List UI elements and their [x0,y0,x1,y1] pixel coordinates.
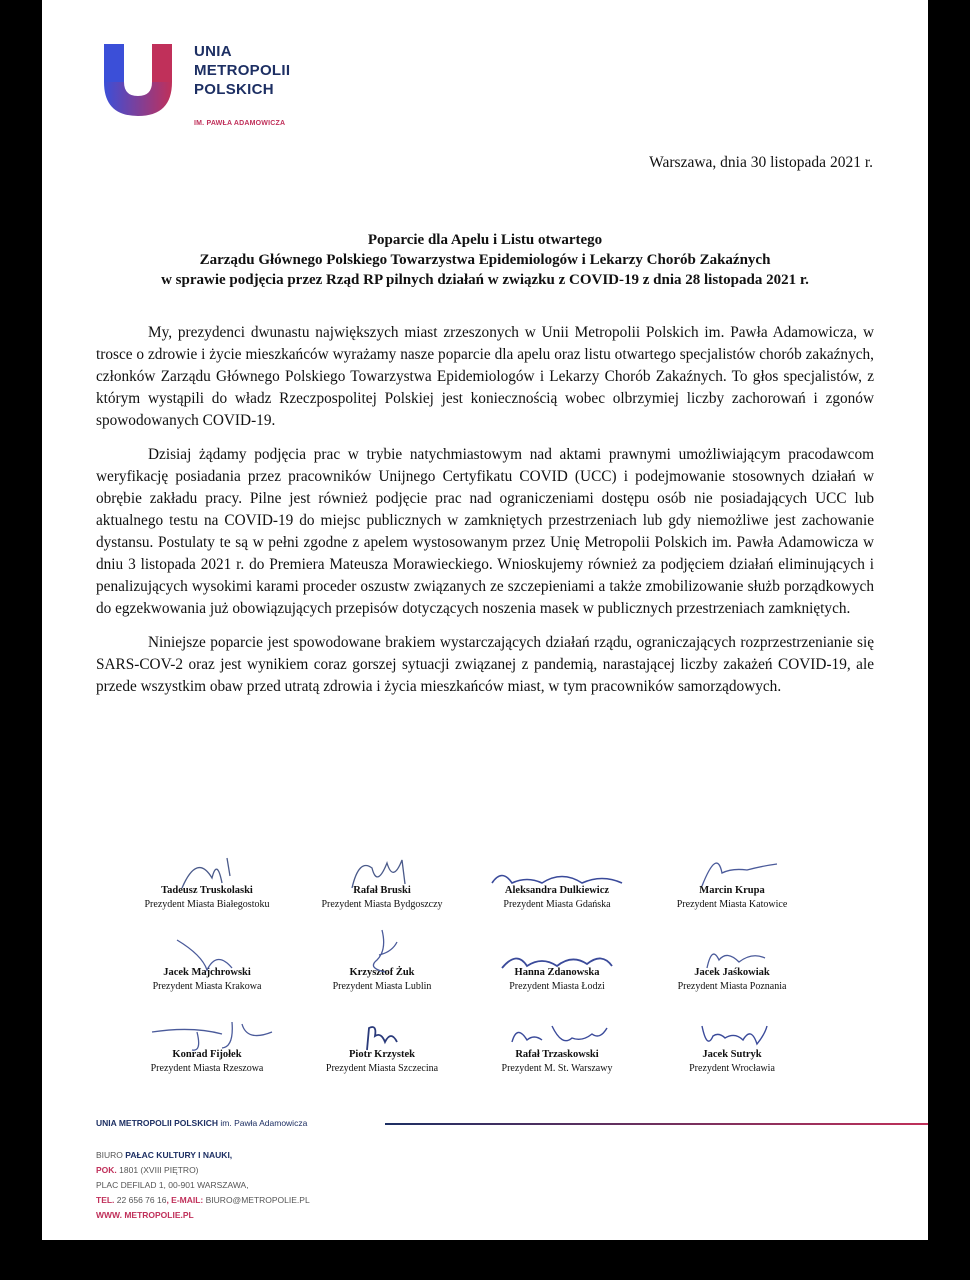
signatory-name: Krzysztof Żuk [349,967,415,978]
signature-icon [122,848,292,894]
signatory-role: Prezydent Miasta Katowice [676,899,788,910]
logo [100,42,330,132]
signatory-name: Jacek Sutryk [702,1049,762,1060]
signatory-name: Aleksandra Dulkiewicz [504,885,610,896]
signature-block [472,966,642,994]
logo-text [194,42,290,99]
signature-block [122,966,292,994]
footer-email-link[interactable]: BIURO@METROPOLIE.PL [205,1195,310,1205]
signatures-block [142,840,822,1090]
signature-block [122,884,292,912]
paragraph-2: Dzisiaj żądamy podjęcia prac w trybie natychmiastowym nad aktami prawnymi umożliwiającym pracodawcom weryfikację posiadania przez pracowników Unijnego Certyfikatu COVID (UCC) i podejmowanie stosownych działań w obrębie zakładu pracy. Pilne jest również podjęcie prac nad ograniczeniami dostępu osób nie posiadających UCC lub aktualnego testu na COVID-19 do miejsc publicznych w zamkniętych przestrzeniach lub gdy niemożliwe jest zachowanie dystansu. Postulaty te są w pełni zgodne z apelem wystosowanym przez Unię Metropolii Polskich im. Pawła Adamowicza w dniu 3 listopada 2021 r. do Premiera Mateusza Morawieckiego. Wnioskujemy również za podjęciem działań eliminujących i penalizujących wysokimi karami proceder oszustw związanych ze szczepieniami a także zmobilizowanie służb porządkowych do egzekwowania już obowiązujących przepisów dotyczących noszenia masek w publicznych przestrzeniach zamkniętych. [96,446,874,617]
footer-address [96,1148,310,1223]
signature-icon [472,930,642,976]
signatory-role: Prezydent Miasta Lublin [332,981,432,992]
logo-subtitle: IM. PAWŁA ADAMOWICZA [194,120,286,127]
footer-label: BIURO [96,1150,123,1160]
signature-icon [122,1012,292,1058]
signatory-role: Prezydent M. St. Warszawy [501,1063,613,1074]
signatory-name: Jacek Jaśkowiak [694,967,770,978]
signature-icon [647,1012,817,1058]
footer-org [96,1118,307,1128]
footer-label: POK. [96,1165,117,1175]
signatory-role: Prezydent Miasta Krakowa [152,981,262,992]
signatory-role: Prezydent Miasta Łodzi [509,981,605,992]
signatory-role: Prezydent Miasta Rzeszowa [150,1063,264,1074]
signature-block [472,884,642,912]
signatory-name: Hanna Zdanowska [514,967,600,978]
footer-value: 22 656 76 16 [116,1195,167,1205]
letter-body [96,322,874,710]
signature-icon [647,848,817,894]
letter-page [42,0,928,1240]
footer-line-4 [96,1193,310,1208]
footer-divider [385,1123,928,1125]
footer-label: , E-MAIL: [166,1195,204,1205]
footer-line-3: PLAC DEFILAD 1, 00-901 WARSZAWA, [96,1180,249,1190]
signature-block [647,966,817,994]
letter-date: Warszawa, dnia 30 listopada 2021 r. [649,154,873,171]
title-line-3: w sprawie podjęcia przez Rząd RP pilnych działań w związku z COVID-19 z dnia 28 listopada 2021 r. [161,272,809,288]
footer-website-link[interactable]: WWW. METROPOLIE.PL [96,1210,194,1220]
logo-line-2: METROPOLII [194,62,291,79]
signature-icon [472,1012,642,1058]
footer-org-name: UNIA METROPOLII POLSKICH [96,1118,218,1128]
paragraph-1: My, prezydenci dwunastu największych miast zrzeszonych w Unii Metropolii Polskich im. Pawła Adamowicza, w trosce o zdrowie i życie mieszkańców wyrażamy nasze poparcie dla apelu oraz listu otwartego specjalistów chorób zakaźnych, członków Zarządu Głównego Polskiego Towarzystwa Epidemiologów i Lekarzy Chorób Zakaźnych. To głos specjalistów, z którym wystąpili do władz Rzeczpospolitej Polskiej jest koniecznością wobec olbrzymiej liczby zachorowań i zgonów spowodowanych COVID-19. [96,324,874,429]
signatory-name: Tadeusz Truskolaski [161,885,253,896]
logo-line-3: POLSKICH [194,81,274,98]
title-line-1: Poparcie dla Apelu i Listu otwartego [367,232,603,248]
logo-u-icon [100,42,176,118]
footer-org-im: im. Pawła Adamowicza [220,1118,308,1128]
signature-icon [122,930,292,976]
signature-icon [297,848,467,894]
signatory-name: Marcin Krupa [699,885,765,896]
signature-block [647,1048,817,1076]
signatory-role: Prezydent Miasta Białegostoku [144,899,270,910]
signature-block [297,1048,467,1076]
signatory-name: Piotr Krzystek [349,1049,415,1060]
signatory-name: Jacek Majchrowski [163,967,251,978]
signatory-role: Prezydent Miasta Szczecina [325,1063,439,1074]
signature-block [647,884,817,912]
footer-line-2 [96,1163,310,1178]
signatory-name: Rafał Bruski [353,885,411,896]
signatory-role: Prezydent Miasta Gdańska [503,899,611,910]
signature-block [472,1048,642,1076]
footer-line-1 [96,1148,310,1163]
signature-icon [297,1012,467,1058]
signatory-name: Konrad Fijołek [172,1049,242,1060]
signatory-role: Prezydent Wrocławia [689,1063,775,1074]
signature-block [297,966,467,994]
signature-block [122,1048,292,1076]
footer-label: TEL. [96,1195,115,1205]
footer-value: 1801 (XVIII PIĘTRO) [119,1165,199,1175]
signatory-role: Prezydent Miasta Bydgoszczy [321,899,443,910]
paragraph-3: Niniejsze poparcie jest spowodowane brakiem wystarczających działań rządu, ograniczających rozprzestrzenianie się SARS-COV-2 oraz jest wynikiem coraz gorszej sytuacji związanej z pandemią, narastającej liczby zakażeń COVID-19, ale przede wszystkim obaw przed utratą zdrowia i życia mieszkańców miast, w tym pracowników samorządowych. [96,634,874,695]
signatory-role: Prezydent Miasta Poznania [677,981,787,992]
signatory-name: Rafał Trzaskowski [515,1049,599,1060]
logo-line-1: UNIA [194,43,232,60]
letter-title [42,230,928,290]
signature-block [297,884,467,912]
signature-icon [472,848,642,894]
bottom-bar [0,1240,970,1280]
footer-value: PAŁAC KULTURY I NAUKI, [125,1150,233,1160]
title-line-2: Zarządu Głównego Polskiego Towarzystwa Epidemiologów i Lekarzy Chorób Zakaźnych [199,252,771,268]
signature-icon [297,930,467,976]
signature-icon [647,930,817,976]
